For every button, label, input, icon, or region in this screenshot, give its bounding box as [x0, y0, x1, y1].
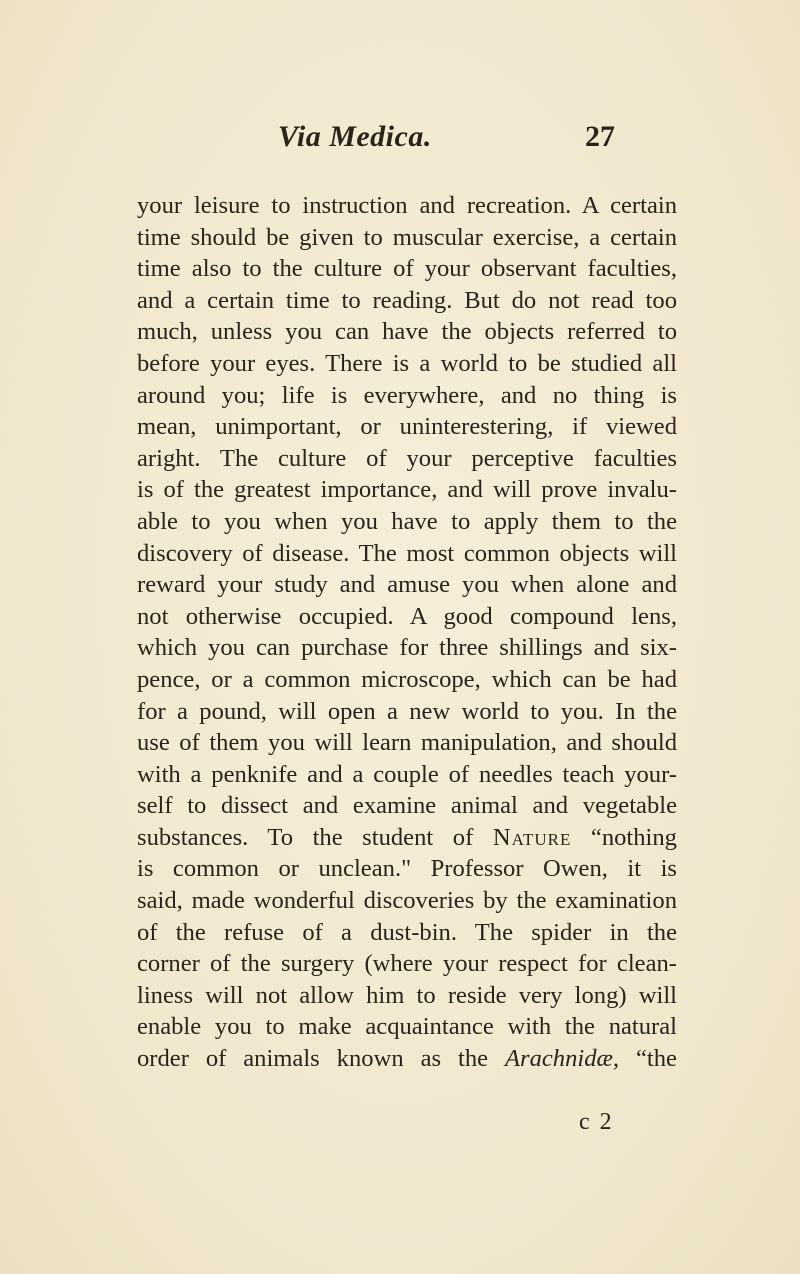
- text-line: mean, unimportant, or uninterestering, if viewed: [137, 413, 677, 441]
- text-run: substances. To the student of: [137, 823, 474, 851]
- text-line: liness will not allow him to reside very long) will: [137, 981, 677, 1009]
- text-line: for a pound, will open a new world to you. In the: [137, 697, 677, 725]
- text-line: enable you to make acquaintance with the natural: [137, 1013, 677, 1041]
- text-line: with a penknife and a couple of needles teach your-: [137, 760, 677, 788]
- text-line: and a certain time to reading. But do not read too: [137, 286, 677, 314]
- text-line: your leisure to instruction and recreation. A certain: [137, 192, 677, 219]
- text-line: is common or unclean." Professor Owen, it is: [137, 855, 677, 883]
- text-line: time also to the culture of your observant faculties,: [137, 255, 677, 283]
- italic-word: Arachnidæ,: [504, 1045, 620, 1073]
- text-line: around you; life is everywhere, and no thing is: [137, 381, 677, 409]
- text-line: discovery of disease. The most common objects will: [137, 539, 677, 567]
- text-line: is of the greatest importance, and will prove invalu-: [137, 476, 677, 504]
- text-line: pence, or a common microscope, which can be had: [137, 665, 677, 693]
- text-line: not otherwise occupied. A good compound lens,: [137, 602, 677, 630]
- text-line: reward your study and amuse you when alone and: [137, 571, 677, 599]
- text-line: time should be given to muscular exercise, a certain: [137, 223, 677, 251]
- page-number: 27: [585, 120, 615, 153]
- body-text: [137, 190, 677, 1075]
- text-line: before your eyes. There is a world to be studied all: [137, 349, 677, 377]
- text-line: of the refuse of a dust-bin. The spider in the: [137, 918, 677, 946]
- text-run: “nothing: [590, 823, 677, 851]
- text-line: use of them you will learn manipulation, and should: [137, 729, 677, 757]
- text-line: able to you when you have to apply them to the: [137, 507, 677, 535]
- text-line: said, made wonderful discoveries by the examination: [137, 887, 677, 915]
- text-line: aright. The culture of your perceptive faculties: [137, 444, 677, 472]
- running-title: Via Medica.: [278, 120, 432, 153]
- signature-mark: c 2: [579, 1109, 614, 1135]
- text-line: much, unless you can have the objects referred to: [137, 318, 677, 346]
- text-line: corner of the surgery (where your respect for clean-: [137, 950, 677, 978]
- text-run: “the: [636, 1045, 677, 1073]
- smallcaps-word: Nature: [492, 823, 572, 851]
- text-line-mixed: [137, 822, 677, 854]
- text-line-mixed: [137, 1043, 677, 1075]
- text-line: self to dissect and examine animal and vegetable: [137, 792, 677, 820]
- text-line: which you can purchase for three shillings and six-: [137, 634, 677, 662]
- running-head: [0, 120, 800, 160]
- text-run: order of animals known as the: [137, 1045, 489, 1073]
